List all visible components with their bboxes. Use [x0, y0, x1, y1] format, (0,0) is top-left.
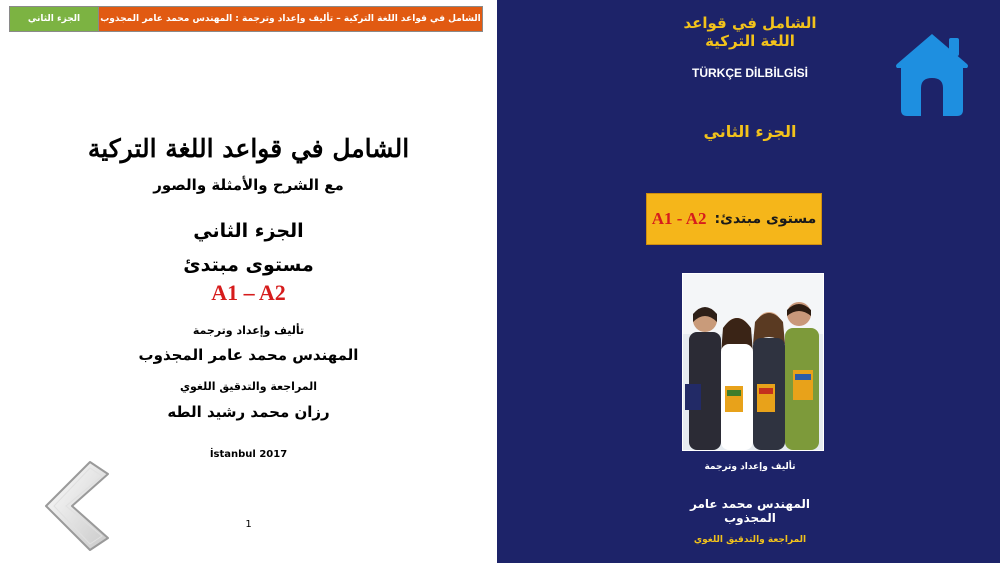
level-code: A1 – A2: [211, 280, 286, 305]
cover-turkish-title: TÜRKÇE DİLBİLGİSİ: [692, 66, 808, 80]
book-title: الشامل في قواعد اللغة التركية: [87, 134, 410, 163]
cover-level-box: [646, 193, 822, 245]
page-number: 1: [245, 519, 252, 530]
previous-page-button[interactable]: [40, 460, 112, 552]
cover-part: الجزء الثاني: [703, 122, 797, 141]
home-icon: [893, 30, 971, 120]
cover-review-label: المراجعة والتدقيق اللغوي: [693, 535, 807, 545]
book-subtitle: مع الشرح والأمثلة والصور: [153, 176, 344, 194]
page-header-bar: [9, 6, 483, 32]
author-name: المهندس محمد عامر المجذوب: [138, 346, 359, 364]
students-illustration: [683, 274, 823, 450]
author-label: تأليف وإعداد وترجمة: [192, 324, 305, 337]
cover-level: مستوى مبتدئ:: [714, 211, 817, 227]
cover-author: المهندس محمد عامر المجذوب: [690, 497, 810, 525]
reviewer-name: رزان محمد رشيد الطه: [167, 403, 330, 421]
header-part-badge: الجزء الثاني: [10, 7, 99, 31]
cover-level-code: A1 - A2: [651, 209, 707, 228]
book-part: الجزء الثاني: [193, 220, 304, 242]
cover-title: الشامل في قواعد اللغة التركية: [683, 14, 817, 50]
home-button[interactable]: [893, 30, 971, 120]
review-label: المراجعة والتدقيق اللغوي: [179, 380, 318, 393]
book-level: مستوى مبتدئ: [183, 254, 314, 276]
header-title: الشامل في قواعد اللغة التركية – تأليف وإعداد وترجمة : المهندس محمد عامر المجذوب: [99, 7, 482, 31]
city-year: İstanbul 2017: [209, 449, 288, 460]
cover-photo-students: [682, 273, 824, 451]
chevron-left-icon: [40, 460, 112, 552]
cover-author-label: تأليف وإعداد وترجمة: [704, 462, 796, 472]
